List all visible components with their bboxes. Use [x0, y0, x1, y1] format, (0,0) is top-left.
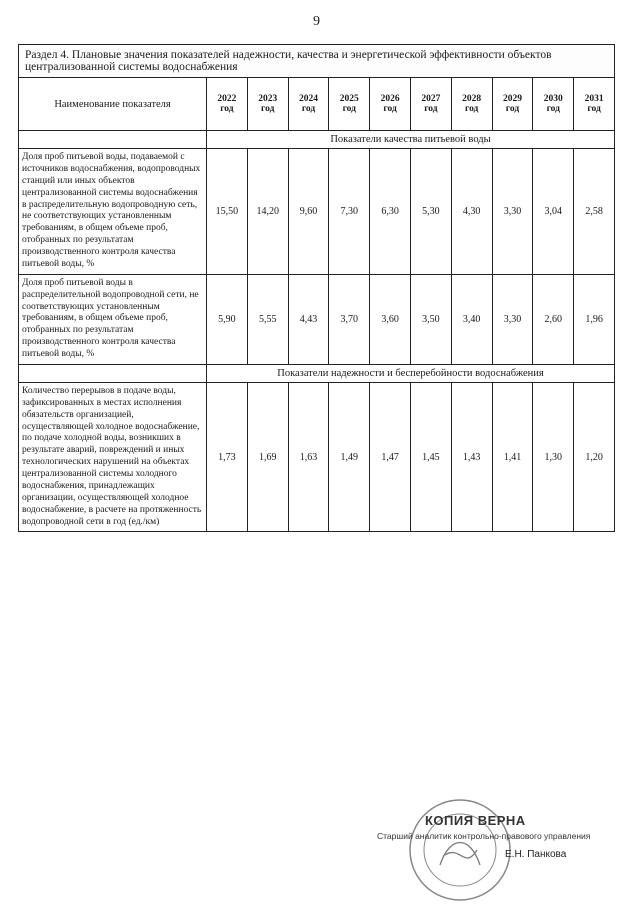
group-header-row	[19, 131, 615, 149]
certification-stamp	[355, 795, 625, 901]
year-header: 2026 год	[370, 78, 411, 131]
indicator-value: 3,04	[533, 149, 574, 275]
table-row	[19, 149, 615, 275]
indicator-value: 3,40	[451, 274, 492, 364]
year-header: 2024 год	[288, 78, 329, 131]
indicator-value: 3,50	[410, 274, 451, 364]
indicator-value: 1,73	[207, 382, 248, 532]
page-number: 9	[313, 14, 320, 29]
group-header-row	[19, 364, 615, 382]
name-column-header: Наименование показателя	[19, 78, 207, 131]
table-row	[19, 382, 615, 532]
copy-true-label: КОПИЯ ВЕРНА	[425, 813, 526, 828]
year-header: 2027 год	[410, 78, 451, 131]
indicator-value: 1,96	[574, 274, 615, 364]
year-header: 2025 год	[329, 78, 370, 131]
indicator-value: 1,20	[574, 382, 615, 532]
indicator-value: 9,60	[288, 149, 329, 275]
indicator-name: Доля проб питьевой воды, подаваемой с источников водоснабжения, водопроводных станций или иных объектов централизованной системы водоснабжения в распределительную водопроводную сеть, не соответствующих установленным требованиям, в общем объеме проб, отобранных по результатам производственного контроля качества питьевой воды, %	[19, 149, 207, 275]
indicator-value: 5,30	[410, 149, 451, 275]
table-header-row	[19, 78, 615, 131]
stamp-text-block	[355, 813, 625, 860]
indicator-value: 1,47	[370, 382, 411, 532]
indicator-value: 2,58	[574, 149, 615, 275]
indicator-value: 2,60	[533, 274, 574, 364]
year-header: 2023 год	[247, 78, 288, 131]
indicator-value: 3,70	[329, 274, 370, 364]
document-sheet	[18, 44, 615, 864]
indicator-value: 1,41	[492, 382, 533, 532]
indicator-value: 1,45	[410, 382, 451, 532]
indicators-table	[18, 77, 615, 532]
indicator-value: 1,30	[533, 382, 574, 532]
year-header: 2028 год	[451, 78, 492, 131]
indicator-value: 14,20	[247, 149, 288, 275]
group-title-reliability: Показатели надежности и бесперебойности водоснабжения	[207, 364, 615, 382]
indicator-value: 5,55	[247, 274, 288, 364]
indicator-value: 3,60	[370, 274, 411, 364]
year-header: 2030 год	[533, 78, 574, 131]
indicator-value: 6,30	[370, 149, 411, 275]
indicator-value: 3,30	[492, 274, 533, 364]
indicator-value: 3,30	[492, 149, 533, 275]
indicator-value: 1,69	[247, 382, 288, 532]
section-title: Раздел 4. Плановые значения показателей надежности, качества и энергетической эффективности объектов централизованной системы водоснабжения	[18, 44, 615, 77]
indicator-name: Количество перерывов в подаче воды, зафиксированных в местах исполнения обязательств организацией, осуществляющей холодное водоснабжение, по подаче холодной воды, возникших в результате аварий, повреждений и иных технологических нарушений на объектах централизованной системы холодного водоснабжения, принадлежащих организации, осуществляющей холодное водоснабжение, в расчете на протяженность водопроводной сети в год (ед./км)	[19, 382, 207, 532]
year-header: 2031 год	[574, 78, 615, 131]
indicator-value: 4,43	[288, 274, 329, 364]
indicator-value: 1,43	[451, 382, 492, 532]
year-header: 2029 год	[492, 78, 533, 131]
indicator-value: 1,49	[329, 382, 370, 532]
year-header: 2022 год	[207, 78, 248, 131]
group-title-water-quality: Показатели качества питьевой воды	[207, 131, 615, 149]
signer-name: Е.Н. Панкова	[505, 849, 567, 860]
indicator-value: 1,63	[288, 382, 329, 532]
indicator-value: 5,90	[207, 274, 248, 364]
signer-title: Старший аналитик контрольно-правового управления	[377, 831, 591, 841]
table-row	[19, 274, 615, 364]
indicator-value: 7,30	[329, 149, 370, 275]
indicator-name: Доля проб питьевой воды в распределительной водопроводной сети, не соответствующих установленным требованиям, в общем объеме проб, отобранных по результатам производственного контроля качества питьевой воды, %	[19, 274, 207, 364]
indicator-value: 4,30	[451, 149, 492, 275]
indicator-value: 15,50	[207, 149, 248, 275]
